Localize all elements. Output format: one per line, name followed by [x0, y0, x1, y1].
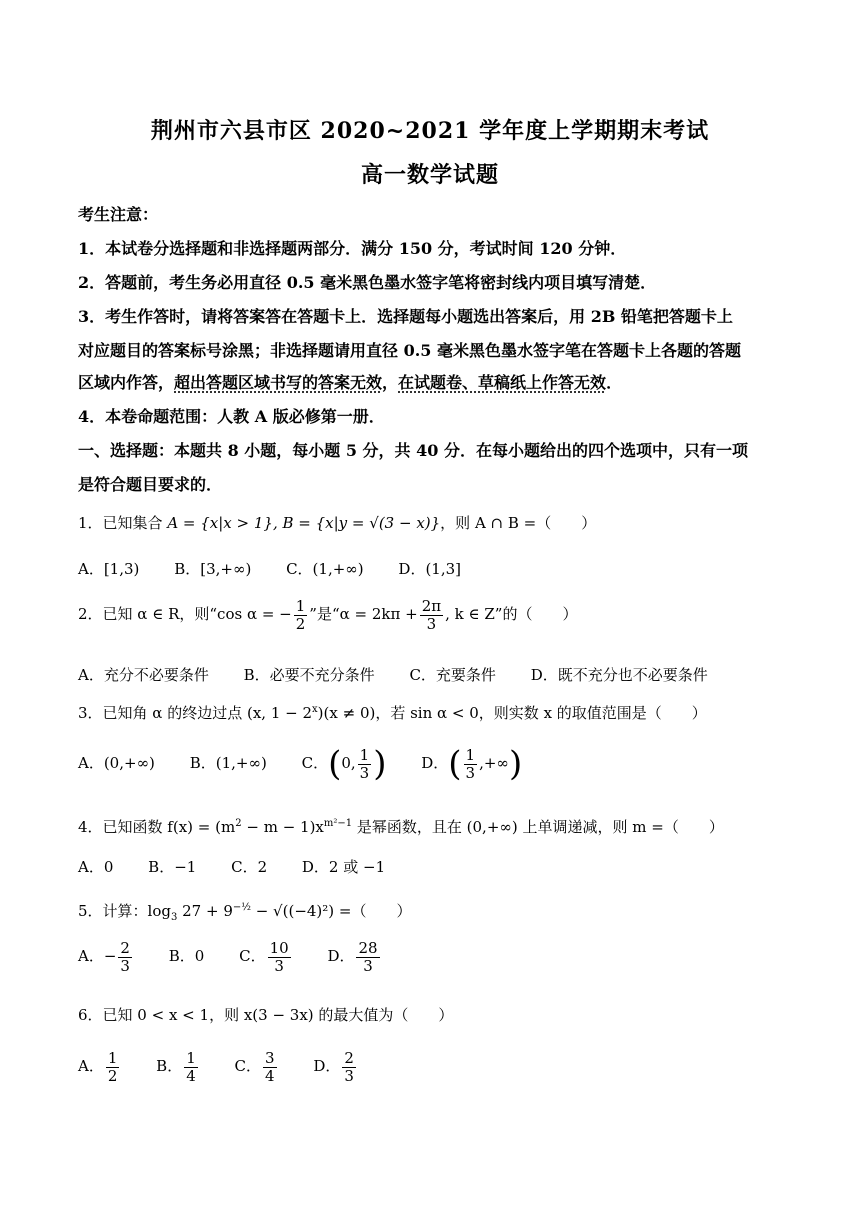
q3-d-fraction — [464, 747, 478, 781]
q5-sub: 3 — [170, 912, 178, 923]
notice-item-3: 3．考生作答时，请将答案答在答题卡上．选择题每小题选出答案后，用 2B 铅笔把答题卡上 — [78, 307, 733, 326]
q5-d-num: 28 — [358, 939, 378, 957]
question-3-stem — [78, 702, 707, 723]
q1-text-end: ，则 A ∩ B =（ ） — [440, 514, 597, 532]
q6-c-den: 4 — [265, 1066, 275, 1085]
q2-fraction-2 — [420, 598, 443, 632]
question-5-options — [78, 940, 412, 974]
q2-text-c: , k ∈ Z”的（ ） — [445, 605, 578, 623]
notice-heading: 考生注意： — [78, 205, 159, 224]
q5-text-c: − √((−4)²) =（ ） — [250, 902, 412, 920]
section-heading-line1: 一、选择题：本题共 8 小题，每小题 5 分，共 40 分．在每小题给出的四个选项中，只有一项 — [78, 441, 748, 460]
question-6-stem: 6．已知 0 < x < 1，则 x(3 − 3x) 的最大值为（ ） — [78, 1006, 454, 1024]
q3-c-lparen: ( — [328, 744, 342, 784]
q6-option-a — [78, 1049, 121, 1085]
q3-c-fraction — [358, 747, 372, 781]
q5-d-den: 3 — [363, 956, 373, 975]
q4-text-a: 4．已知函数 f(x) = (m — [78, 818, 236, 836]
q5-option-d — [327, 939, 381, 975]
q5-d-label: D． — [327, 947, 355, 965]
q1-option-a: A．[1,3) — [78, 560, 140, 578]
q3-sup: x — [312, 704, 318, 715]
q6-option-d — [313, 1049, 358, 1085]
q1-math: A = {x|x > 1}, B = {x|y = √(3 − x)} — [167, 514, 441, 532]
q2-option-b: B．必要不充分条件 — [243, 666, 375, 684]
q2-option-c: C．充要条件 — [409, 666, 496, 684]
notice-emphasis-1: 超出答题区域书写的答案无效 — [174, 373, 383, 392]
q1-option-d: D．(1,3] — [398, 560, 462, 578]
notice-text: 区域内作答， — [78, 373, 175, 392]
exam-subtitle: 高一数学试题 — [360, 162, 499, 188]
q1-text: 1．已知集合 — [78, 514, 168, 532]
q5-option-b: B．0 — [168, 947, 205, 965]
q6-b-fraction — [184, 1050, 198, 1084]
question-4-stem — [78, 816, 724, 837]
q3-c-den: 3 — [359, 763, 370, 782]
question-2-stem — [78, 598, 577, 632]
q5-c-den: 3 — [274, 956, 284, 975]
q2-frac1-num: 1 — [295, 597, 306, 615]
q6-a-label: A． — [78, 1057, 104, 1075]
q4-text-c: 是幂函数，且在 (0,+∞) 上单调递减，则 m =（ ） — [352, 818, 724, 836]
q3-text-b: )(x ≠ 0)，若 sin α < 0，则实数 x 的取值范围是（ ） — [317, 704, 707, 722]
q2-text-a: 2．已知 α ∈ R，则“cos α = − — [78, 605, 292, 623]
q3-c-left: 0, — [341, 754, 356, 772]
question-6-options — [78, 1050, 388, 1084]
q3-option-d-label: D． — [421, 754, 449, 772]
q4-sup1: 2 — [235, 818, 242, 829]
q5-text-b: 27 + 9 — [177, 902, 233, 920]
q1-option-b: B．[3,+∞) — [174, 560, 252, 578]
q3-option-c — [301, 744, 387, 784]
notice-item-1: 1．本试卷分选择题和非选择题两部分．满分 150 分，考试时间 120 分钟． — [78, 239, 627, 258]
notice-item-4: 4．本卷命题范围：人教 A 版必修第一册． — [78, 407, 385, 426]
section-heading-line2: 是符合题目要求的． — [78, 475, 223, 494]
q6-a-den: 2 — [107, 1066, 118, 1085]
q1-option-c: C．(1,+∞) — [286, 560, 364, 578]
q3-d-num: 1 — [465, 746, 476, 764]
q5-a-fraction — [118, 940, 132, 974]
q6-c-label: C． — [234, 1057, 262, 1075]
q2-frac2-den: 3 — [426, 614, 437, 633]
q4-option-a: A．0 — [78, 858, 114, 876]
q4-option-b: B．−1 — [148, 858, 197, 876]
notice-item-2: 2．答题前，考生务必用直径 0.5 毫米黑色墨水签字笔将密封线内项目填写清楚． — [78, 273, 657, 292]
q6-d-num: 2 — [344, 1049, 354, 1067]
notice-item-3-cont2 — [78, 370, 788, 393]
notice-emphasis-2: 在试题卷、草稿纸上作答无效 — [398, 373, 607, 392]
q6-c-fraction — [263, 1050, 277, 1084]
q5-option-a — [78, 939, 134, 975]
q6-a-fraction — [106, 1050, 120, 1084]
q4-text-b: − m − 1)x — [241, 818, 324, 836]
q3-option-a: A．(0,+∞) — [78, 754, 155, 772]
q3-option-b: B．(1,+∞) — [189, 754, 267, 772]
q5-sup: −½ — [232, 902, 251, 913]
question-1-options — [78, 558, 491, 579]
q5-a-label: A．− — [78, 947, 117, 965]
q2-option-a: A．充分不必要条件 — [78, 666, 209, 684]
q5-d-fraction — [356, 940, 379, 974]
q3-text-a: 3．已知角 α 的终边过点 (x, 1 − 2 — [78, 704, 313, 722]
q5-c-fraction — [268, 940, 291, 974]
q6-d-den: 3 — [344, 1066, 354, 1085]
q2-frac1-den: 2 — [295, 614, 306, 633]
question-5-stem — [78, 900, 412, 923]
q3-d-lparen: ( — [448, 744, 462, 784]
q6-c-num: 3 — [265, 1049, 275, 1067]
q5-c-label: C． — [239, 947, 266, 965]
q2-option-d: D．既不充分也不必要条件 — [530, 666, 708, 684]
q4-sup2: m²−1 — [323, 818, 353, 829]
q3-c-rparen: ) — [373, 744, 387, 784]
notice-period: ． — [606, 373, 623, 392]
q3-option-c-label: C． — [301, 754, 329, 772]
q3-c-num: 1 — [359, 746, 370, 764]
exam-title: 荆州市六县市区 2020~2021 学年度上学期期末考试 — [150, 118, 710, 144]
q6-option-c — [234, 1049, 279, 1085]
q5-a-den: 3 — [120, 956, 130, 975]
q2-fraction-1 — [294, 598, 308, 632]
question-3-options — [78, 744, 552, 784]
q3-d-rparen: ) — [508, 744, 523, 784]
notice-item-3-cont: 对应题目的答案标号涂黑；非选择题请用直径 0.5 毫米黑色墨水签字笔在答题卡上各题的答题 — [78, 341, 741, 360]
q6-option-b — [156, 1049, 200, 1085]
q3-d-right: ,+∞ — [479, 754, 509, 772]
question-1-stem — [78, 512, 596, 533]
q6-b-label: B． — [156, 1057, 183, 1075]
q4-option-c: C．2 — [231, 858, 268, 876]
q2-text-b: ”是“α = 2kπ + — [309, 605, 418, 623]
q4-option-d: D．2 或 −1 — [301, 858, 386, 876]
q6-a-num: 1 — [107, 1049, 118, 1067]
q3-option-d — [421, 744, 523, 784]
q6-b-den: 4 — [186, 1066, 196, 1085]
q6-d-fraction — [342, 1050, 356, 1084]
q6-b-num: 1 — [186, 1049, 196, 1067]
q5-c-num: 10 — [269, 939, 289, 957]
q3-d-den: 3 — [465, 763, 476, 782]
q5-text-a: 5．计算：log — [78, 902, 171, 920]
question-4-options — [78, 856, 415, 877]
q2-frac2-num: 2π — [421, 597, 442, 615]
q6-d-label: D． — [313, 1057, 341, 1075]
q5-option-c — [239, 939, 293, 975]
q5-a-num: 2 — [120, 939, 130, 957]
question-2-options — [78, 664, 738, 685]
notice-comma: ， — [382, 373, 399, 392]
